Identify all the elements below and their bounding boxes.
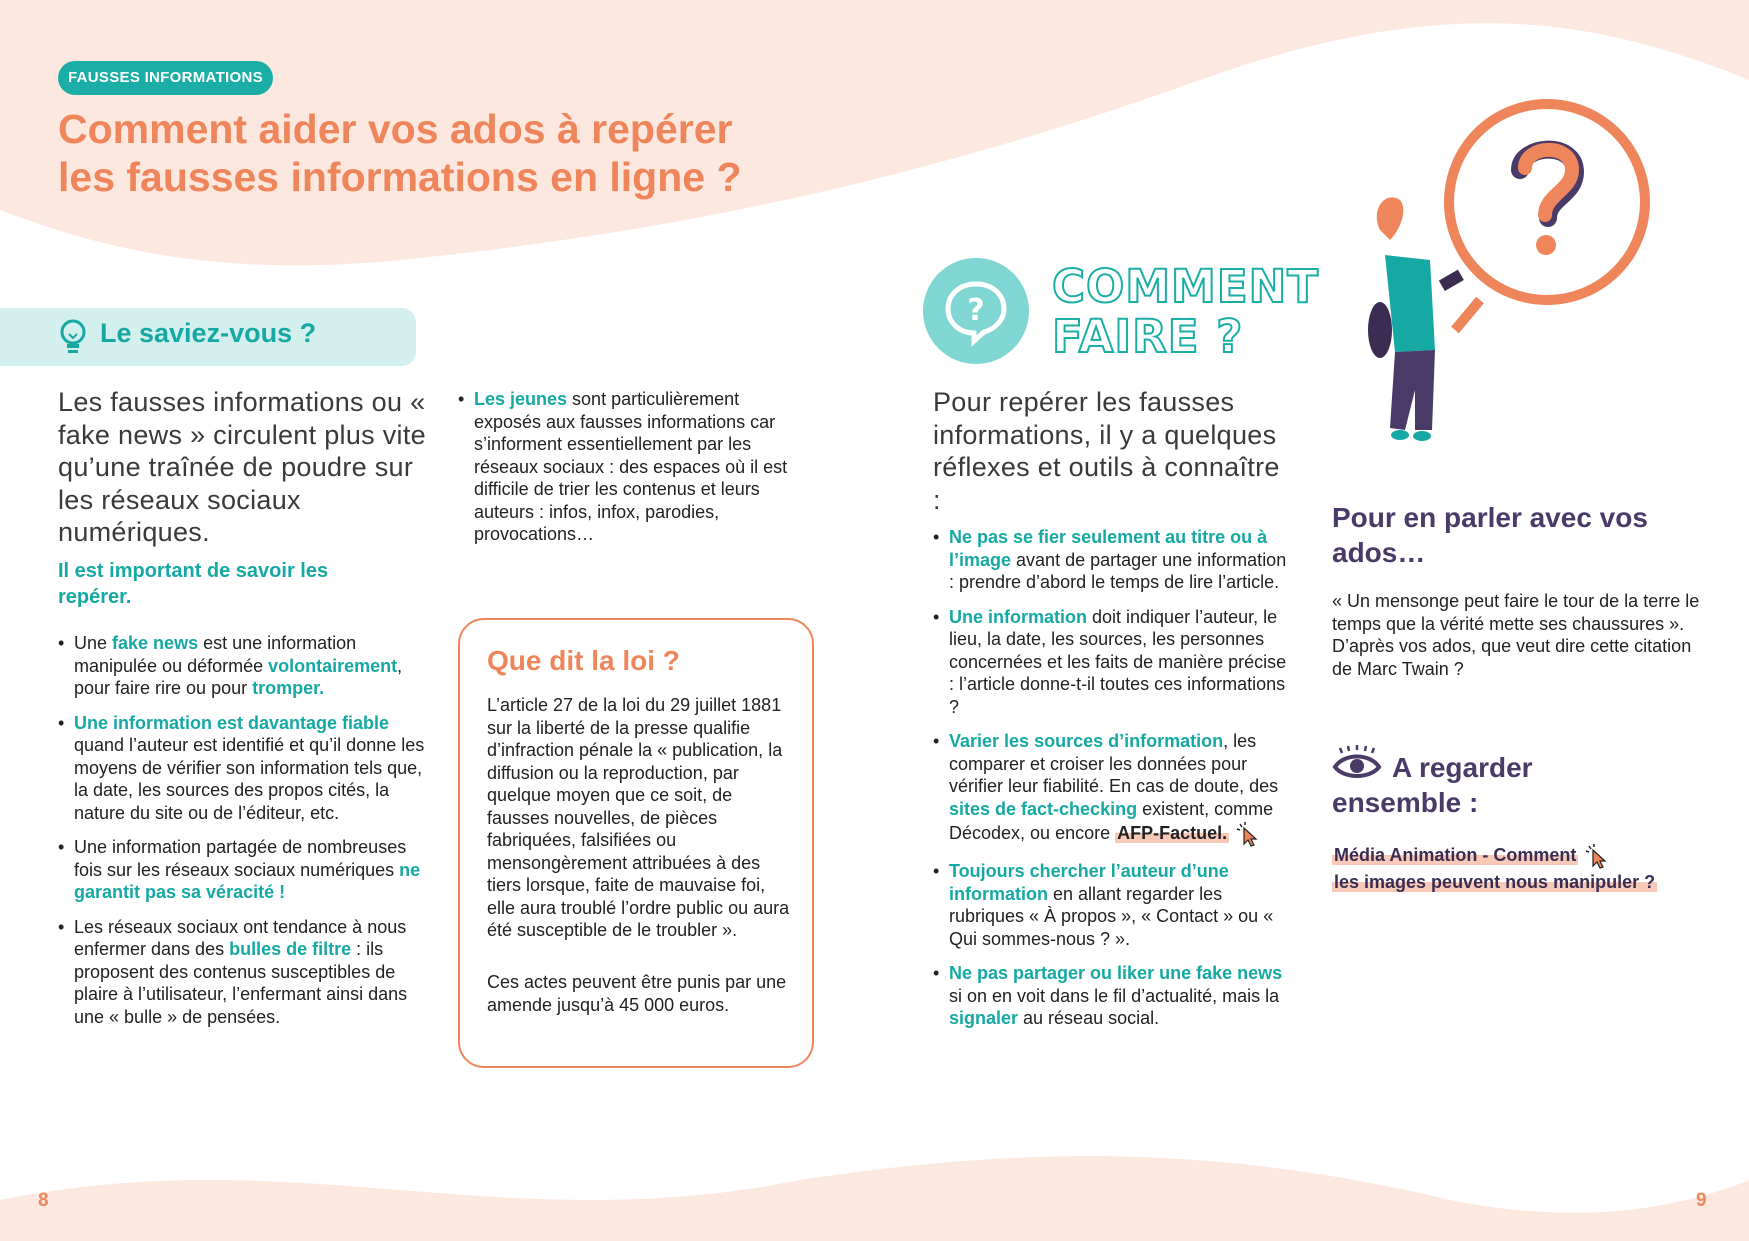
svg-text:?: ? [967, 293, 985, 328]
regarder-title: A regarder ensemble : [1332, 752, 1533, 818]
loi-title: Que dit la loi ? [487, 645, 680, 676]
list-item: • Les réseaux sociaux ont tendance à nous enfermer dans des bulles de filtre : ils proposent des contenus susceptibles de plaire à l’utilisateur, l’enfermant ainsi dans une « bulle » de pensées. [58, 916, 428, 1029]
jeunes-bullet [458, 388, 798, 558]
lightbulb-icon [58, 318, 88, 358]
loi-sanction: Ces actes peuvent être punis par une amende jusqu’à 45 000 euros. [487, 972, 787, 1015]
list-item: • Ne pas se fier seulement au titre ou à l’image avant de partager une information : prendre d’abord le temps de lire l’article. [933, 526, 1293, 594]
twain-quote: « Un mensonge peut faire le tour de la terre le temps que la vérité mette ses chaussures ». D’après vos ados, que veut dire cette citation de Marc Twain ? [1332, 591, 1700, 679]
afp-factuel-link[interactable]: AFP-Factuel. [1117, 822, 1228, 843]
saviez-bullets [58, 632, 428, 1040]
list-item: • Varier les sources d’information, les comparer et croiser les données pour vérifier leur fiabilité. En cas de doute, des sites de fact-checking existent, comme Décodex, ou encore AFP-Factuel. [933, 730, 1293, 848]
title-line-2: les fausses informations en ligne ? [58, 154, 742, 200]
parler-title: Pour en parler avec vos ados… [1332, 502, 1648, 568]
list-item: • Toujours chercher l’auteur d’une information en allant regarder les rubriques « À propos », « Contact » ou « Qui sommes-nous ? ». [933, 860, 1293, 950]
loi-text: L’article 27 de la loi du 29 juillet 1881 sur la liberté de la presse qualifie d’infraction pénale la « publication, la diffusion ou la reproduction, par quelque moyen que ce soit, de fausses nouvelles, de pièces fabriquées, falsifiées ou mensongèrement attribuées à des tiers lorsque, faite de mauvaise foi, elle aura troublé l’ordre public ou aura été susceptible de le troubler ». [487, 695, 790, 940]
comment-faire-title: COMMENT FAIRE ? [1052, 260, 1319, 363]
title-line-1: Comment aider vos ados à repérer [58, 106, 733, 152]
saviez-vous-title: Le saviez-vous ? [100, 318, 317, 348]
media-animation-link[interactable]: Média Animation - Comment les images peuvent nous manipuler ? [1332, 842, 1712, 894]
question-mark-illustration [1360, 90, 1680, 470]
cursor-icon [1583, 842, 1611, 870]
section-tag: FAUSSES INFORMATIONS [58, 61, 273, 95]
comment-bullets [933, 526, 1293, 1042]
page-number-left: 8 [38, 1190, 49, 1211]
cursor-icon [1234, 820, 1262, 848]
comment-intro: Pour repérer les fausses informations, il y a quelques réflexes et outils à connaître : [933, 387, 1280, 515]
important-note: Il est important de savoir les repérer. [58, 560, 329, 608]
list-item: • Une information doit indiquer l’auteur, le lieu, la date, les sources, les personnes concernées et les faits de manière précise : l’article donne-t-il toutes ces informations ? [933, 606, 1293, 719]
list-item: • Les jeunes sont particulièrement exposés aux fausses informations car s’informent essentiellement par les réseaux sociaux : des espaces où il est difficile de trier les contenus et leurs auteurs : infos, infox, parodies, provocations… [458, 388, 798, 546]
list-item: • Une fake news est une information manipulée ou déformée volontairement, pour faire rire ou pour tromper. [58, 632, 428, 700]
list-item: • Ne pas partager ou liker une fake news si on en voit dans le fil d’actualité, mais la signaler au réseau social. [933, 962, 1293, 1030]
list-item: • Une information est davantage fiable quand l’auteur est identifié et qu’il donne les moyens de vérifier son information tels que, la date, les sources des propos cités, la nature du site ou de l’éditeur, etc. [58, 712, 428, 825]
question-bubble-icon [923, 258, 1029, 364]
page-title [58, 105, 818, 201]
page-number-right: 9 [1696, 1190, 1707, 1211]
saviez-intro: Les fausses informations ou « fake news » circulent plus vite qu’une traînée de poudre sur les réseaux sociaux numériques. [58, 387, 426, 547]
list-item: • Une information partagée de nombreuses fois sur les réseaux sociaux numériques ne garantit pas sa véracité ! [58, 836, 428, 904]
